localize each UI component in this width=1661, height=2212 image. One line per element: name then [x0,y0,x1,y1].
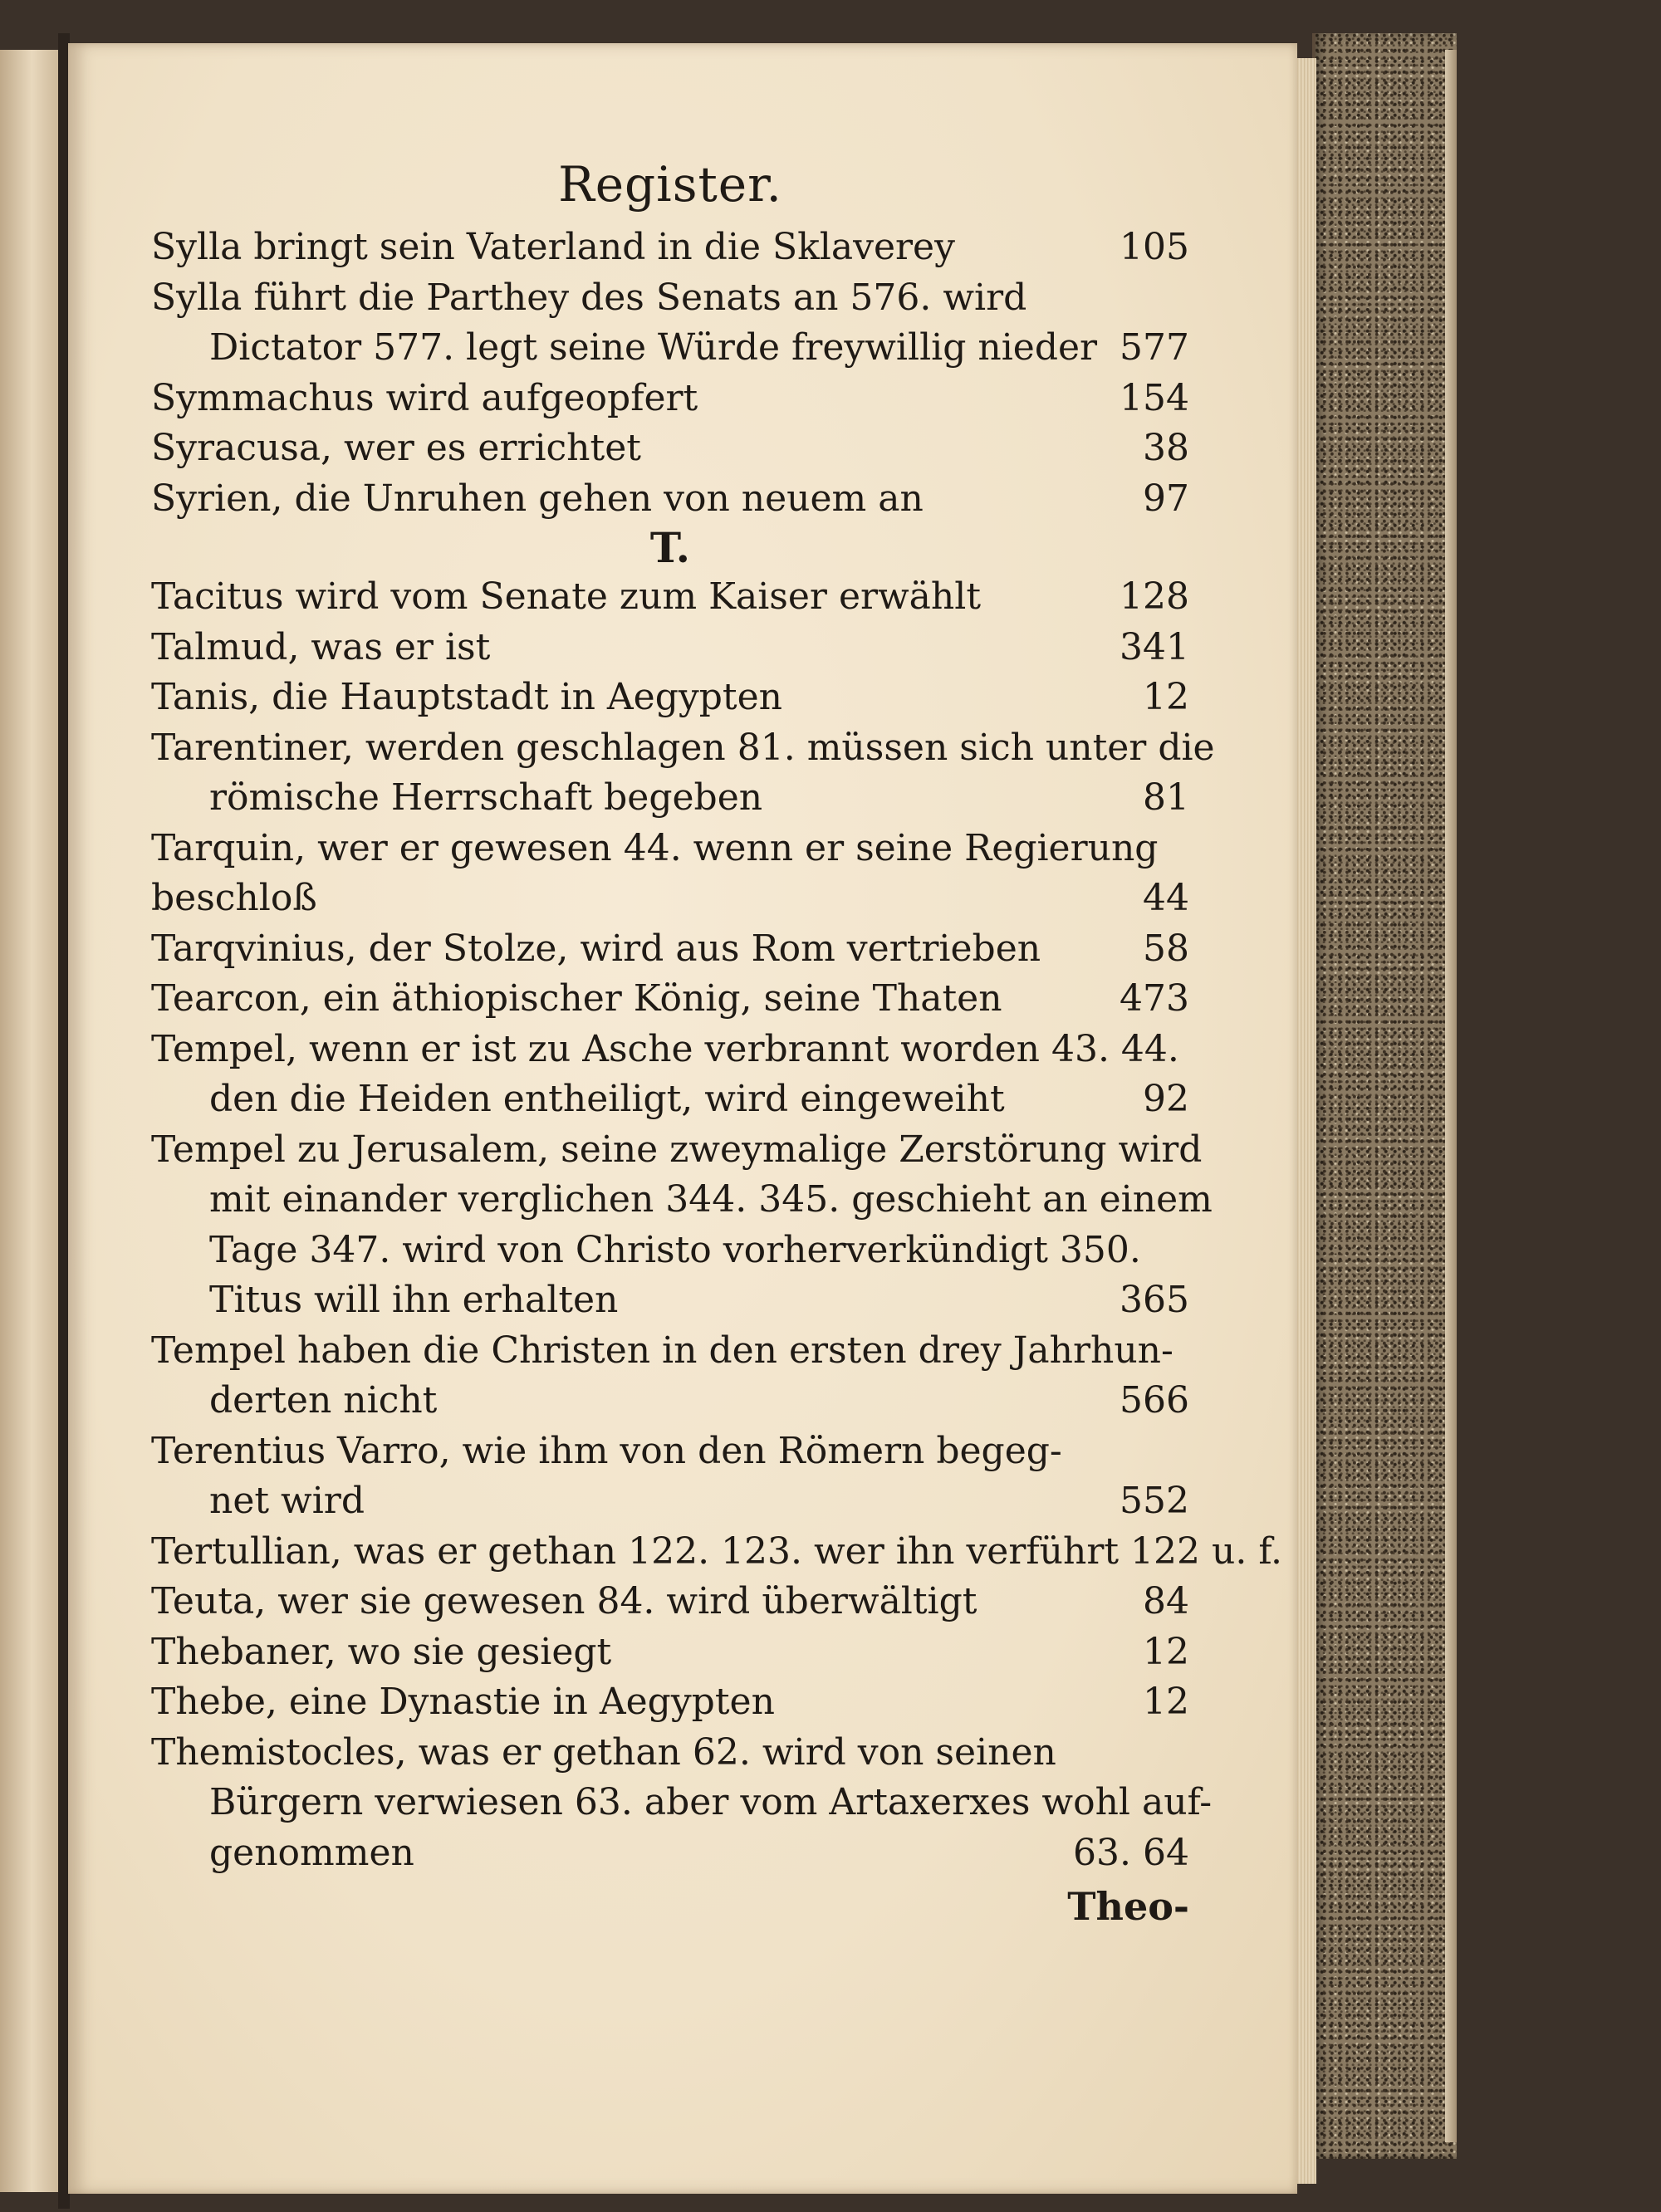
register-entry [151,874,1189,924]
entry-text: beschloß [151,877,317,919]
register-entry-continuation [151,773,1189,824]
entry-page-number: 128 [1120,575,1189,618]
register-entry [151,423,1189,474]
entry-text: Thebaner, wo sie gesiegt [151,1630,612,1673]
register-entry [151,273,1189,324]
entry-page-number: 12 [1143,676,1189,718]
entry-text: Tempel haben die Christen in den ersten drey Jahrhun- [151,1329,1173,1372]
entry-text: Symmachus wird aufgeopfert [151,376,698,419]
register-entry [151,723,1215,774]
register-entry [151,223,1189,273]
entry-text: Teuta, wer sie gewesen 84. wird überwältigt [151,1580,977,1622]
register-entry [151,1677,1189,1728]
entry-page-number: 341 [1120,625,1189,668]
entry-text: Sylla bringt sein Vaterland in die Sklaverey [151,226,955,268]
entry-text: Tearcon, ein äthiopischer König, seine Thaten [151,977,1002,1020]
entry-page-number: 365 [1120,1279,1189,1321]
register-entry [151,824,1189,874]
entry-text: genommen [209,1831,414,1874]
entry-text: mit einander verglichen 344. 345. geschieht an einem [209,1178,1213,1221]
entry-page-number: 58 [1143,927,1189,970]
entry-page-number: 38 [1143,427,1189,469]
entry-page-number: 44 [1143,877,1189,919]
left-facing-page-edge [0,50,61,2192]
register-entry-continuation [151,1275,1189,1326]
entry-page-number: 566 [1120,1379,1189,1422]
entry-text: Titus will ihn erhalten [209,1279,619,1321]
entry-text: derten nicht [209,1379,438,1422]
entry-text: Thebe, eine Dynastie in Aegypten [151,1681,775,1723]
entry-text: Tage 347. wird von Christo vorherverkündigt 350. [209,1228,1141,1271]
entry-text: Tarqvinius, der Stolze, wird aus Rom vertrieben [151,927,1041,970]
entry-page-number: 97 [1143,477,1189,520]
cover-edge [1445,50,1457,2142]
register-entry-continuation [151,1226,1189,1276]
entry-page-number: 577 [1120,326,1189,369]
page-heading: Register. [558,156,782,213]
entry-text: Bürgern verwiesen 63. aber vom Artaxerxes wohl auf- [209,1781,1213,1823]
register-entry [151,374,1189,424]
entry-text: den die Heiden entheiligt, wird eingeweiht [209,1078,1005,1120]
register-entry-continuation [151,1828,1189,1879]
entry-page-number: 154 [1120,376,1189,419]
section-letter-heading: T. [649,523,691,572]
page-text-block [151,151,1283,1931]
register-entry [151,924,1189,975]
entry-text: Tarentiner, werden geschlagen 81. müssen sich unter die [151,726,1215,769]
register-entry [151,474,1189,525]
entry-text: Tacitus wird vom Senate zum Kaiser erwählt [151,575,982,618]
entry-text: Tanis, die Hauptstadt in Aegypten [151,676,782,718]
register-entry-continuation [151,1376,1189,1427]
register-entry [151,974,1189,1025]
register-entry [151,572,1189,623]
entry-text: Tempel zu Jerusalem, seine zweymalige Zerstörung wird [151,1128,1203,1171]
register-entry [151,1627,1189,1678]
register-entry [151,1728,1189,1779]
register-entry [151,1125,1203,1176]
entry-text: Talmud, was er ist [151,625,491,668]
entry-text: römische Herrschaft begeben [209,776,763,819]
entry-text: Tertullian, was er gethan 122. 123. wer ihn verführt 122 u. f. [151,1529,1283,1573]
register-entry-continuation [151,1074,1189,1125]
register-entry [151,673,1189,723]
entry-text: Tarquin, wer er gewesen 44. wenn er seine Regierung [151,826,1159,869]
entry-text: Dictator 577. legt seine Würde freywillig nieder [209,326,1098,369]
entry-page-number: 63. 64 [1073,1831,1189,1874]
register-entries [151,223,1283,1878]
entry-page-number: 81 [1143,776,1189,819]
entry-page-number: 84 [1143,1580,1189,1622]
entry-page-number: 473 [1120,977,1189,1020]
register-entry [151,1025,1189,1075]
register-entry-continuation [151,323,1189,374]
register-page [68,43,1297,2194]
register-entry [151,1427,1189,1477]
marbled-back-cover [1312,33,1457,2159]
entry-text: Themistocles, was er gethan 62. wird von seinen [151,1730,1056,1774]
entry-page-number: 92 [1143,1078,1189,1120]
entry-page-number: 105 [1120,226,1189,268]
entry-text: Sylla führt die Parthey des Senats an 576. wird [151,276,1027,319]
register-entry-continuation [151,1778,1213,1828]
entry-page-number: 552 [1120,1480,1189,1522]
entry-page-number: 12 [1143,1630,1189,1673]
entry-text: Tempel, wenn er ist zu Asche verbrannt worden 43. 44. [151,1027,1179,1070]
register-entry [151,1577,1189,1627]
register-entry-continuation [151,1476,1189,1527]
register-entry-continuation [151,1175,1213,1226]
register-entry [151,1527,1283,1578]
entry-text: Syrien, die Unruhen gehen von neuem an [151,477,924,520]
catchword: Theo- [1067,1884,1189,1929]
register-entry [151,623,1189,673]
entry-page-number: 12 [1143,1681,1189,1723]
entry-text: Syracusa, wer es errichtet [151,427,641,469]
entry-text: net wird [209,1480,365,1522]
register-entry [151,1326,1189,1377]
entry-text: Terentius Varro, wie ihm von den Römern begeg- [151,1429,1062,1472]
